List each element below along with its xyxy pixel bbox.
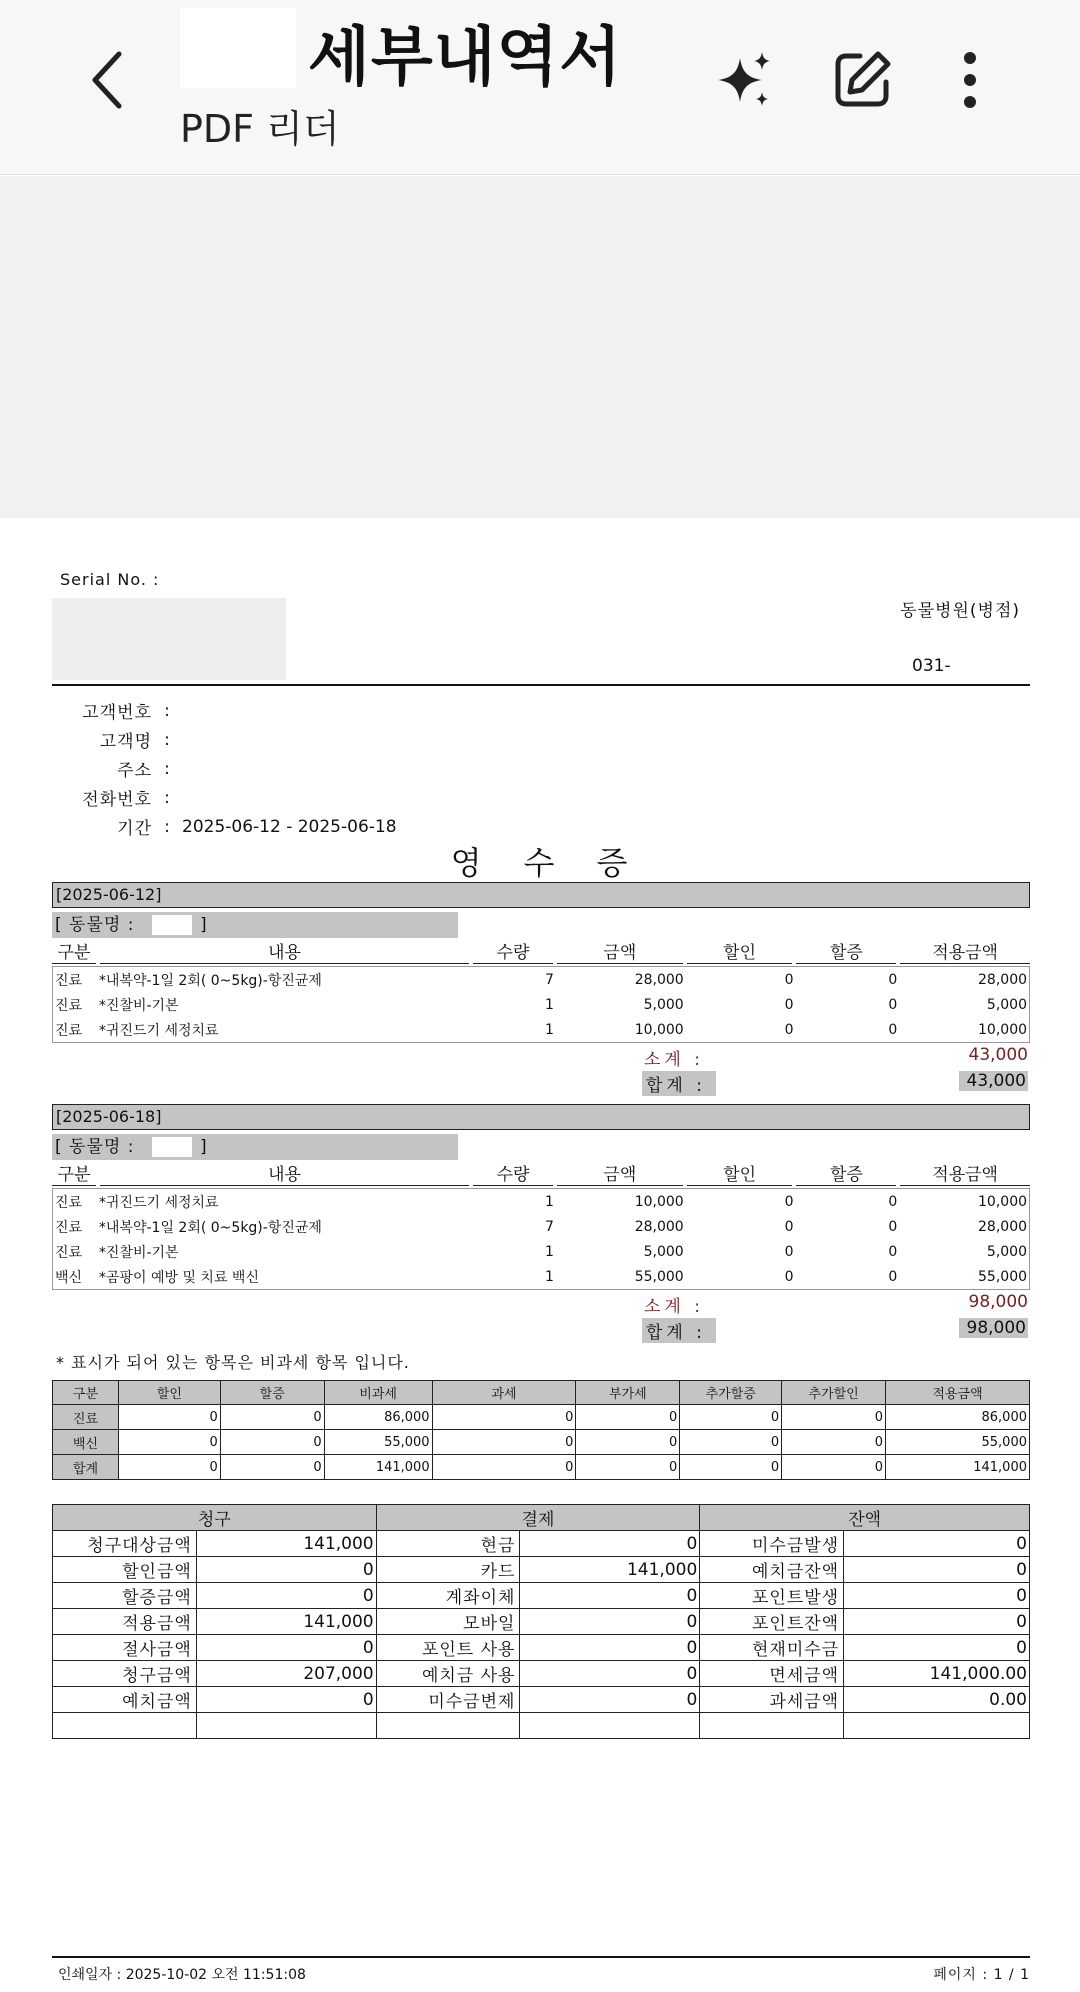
item-applied: 28,000 <box>978 1218 1028 1235</box>
billing-label: 예치금 사용 <box>376 1661 520 1687</box>
summary-cell: 0 <box>576 1455 680 1480</box>
receipt-title: 영수증 <box>450 844 670 882</box>
billing-header-row <box>53 1505 1030 1531</box>
customer-row <box>52 754 552 783</box>
summary-cell: 0 <box>680 1455 782 1480</box>
item-row <box>53 1017 1029 1042</box>
customer-row <box>52 696 552 725</box>
customer-info <box>52 696 552 841</box>
summary-cell: 86,000 <box>886 1405 1030 1430</box>
billing-value <box>844 1713 1030 1739</box>
edit-button[interactable] <box>830 48 894 112</box>
col-header: 할인 <box>687 1160 793 1186</box>
item-surcharge: 0 <box>888 996 898 1013</box>
customer-row <box>52 783 552 812</box>
item-surcharge: 0 <box>888 1243 898 1260</box>
item-description: *귀진드기 세정치료 <box>98 1022 219 1039</box>
summary-cell: 86,000 <box>324 1405 432 1430</box>
summary-cell: 합계 <box>53 1455 119 1480</box>
customer-label: 기간 <box>117 819 152 839</box>
summary-header: 추가할인 <box>782 1381 886 1405</box>
item-row <box>53 1189 1029 1214</box>
billing-value: 0 <box>196 1635 376 1661</box>
summary-cell: 0 <box>118 1405 220 1430</box>
summary-cell: 0 <box>432 1455 576 1480</box>
colon: : <box>164 816 170 837</box>
pet-name-bar <box>52 1134 458 1160</box>
item-discount: 0 <box>784 996 794 1013</box>
item-surcharge: 0 <box>888 1021 898 1038</box>
summary-cell: 0 <box>680 1405 782 1430</box>
visit-section <box>52 882 1030 1095</box>
page-number: 페이지 : 1 / 1 <box>933 1967 1030 1983</box>
item-description: *내복약-1일 2회( 0~5kg)-항진균제 <box>98 1219 322 1236</box>
subtotal-row <box>52 1043 1030 1069</box>
summary-row <box>53 1455 1030 1480</box>
item-applied: 10,000 <box>978 1021 1028 1038</box>
summary-header: 비과세 <box>324 1381 432 1405</box>
pet-label: [ 동물명 : <box>55 1137 135 1157</box>
colon: : <box>164 729 170 750</box>
redacted-area <box>152 1137 192 1157</box>
item-description: *진찰비-기본 <box>98 997 179 1014</box>
item-list <box>52 966 1030 1043</box>
summary-cell: 141,000 <box>324 1455 432 1480</box>
ai-sparkle-icon <box>712 48 776 112</box>
subtotal-label: 소계 : <box>644 1297 704 1317</box>
billing-value: 0 <box>520 1687 700 1713</box>
item-quantity: 1 <box>545 1021 554 1038</box>
billing-row <box>53 1635 1030 1661</box>
col-header: 구분 <box>52 938 96 964</box>
pet-bracket: ] <box>200 1137 208 1157</box>
item-amount: 10,000 <box>634 1193 684 1210</box>
edit-icon <box>830 48 894 112</box>
item-discount: 0 <box>784 1243 794 1260</box>
item-row <box>53 992 1029 1017</box>
billing-value: 207,000 <box>196 1661 376 1687</box>
billing-value: 0 <box>520 1531 700 1557</box>
billing-value: 0 <box>844 1531 1030 1557</box>
billing-label: 적용금액 <box>53 1609 197 1635</box>
item-surcharge: 0 <box>888 971 898 988</box>
item-amount: 28,000 <box>634 1218 684 1235</box>
summary-cell: 0 <box>576 1430 680 1455</box>
billing-table <box>52 1504 1030 1739</box>
hospital-name: 동물병원(병점) <box>900 601 1020 621</box>
visit-section <box>52 1104 1030 1342</box>
billing-value: 141,000 <box>520 1557 700 1583</box>
redacted-area <box>152 915 192 935</box>
visit-date: [2025-06-18] <box>52 1104 1030 1130</box>
col-header: 할인 <box>687 938 793 964</box>
item-surcharge: 0 <box>888 1218 898 1235</box>
col-header: 수량 <box>473 938 553 964</box>
total-value: 98,000 <box>959 1318 1028 1338</box>
item-quantity: 1 <box>545 996 554 1013</box>
subtotal-value: 43,000 <box>968 1045 1028 1065</box>
billing-label: 미수금발생 <box>700 1531 844 1557</box>
billing-row <box>53 1713 1030 1739</box>
billing-value: 0 <box>196 1557 376 1583</box>
pet-label: [ 동물명 : <box>55 915 135 935</box>
billing-value: 141,000 <box>196 1531 376 1557</box>
billing-label <box>376 1713 520 1739</box>
summary-cell: 0 <box>680 1430 782 1455</box>
billing-value: 0 <box>844 1583 1030 1609</box>
serial-label: Serial No. : <box>60 570 160 589</box>
total-row <box>52 1069 1030 1095</box>
item-applied: 28,000 <box>978 971 1028 988</box>
summary-cell: 141,000 <box>886 1455 1030 1480</box>
billing-value: 0 <box>196 1687 376 1713</box>
col-header: 수량 <box>473 1160 553 1186</box>
item-discount: 0 <box>784 1193 794 1210</box>
item-amount: 10,000 <box>634 1021 684 1038</box>
app-bar <box>0 0 1080 175</box>
item-category: 진료 <box>55 997 83 1014</box>
item-applied: 55,000 <box>978 1268 1028 1285</box>
billing-label: 청구금액 <box>53 1661 197 1687</box>
billing-row <box>53 1687 1030 1713</box>
back-button[interactable] <box>72 40 142 120</box>
summary-row <box>53 1405 1030 1430</box>
billing-label: 청구대상금액 <box>53 1531 197 1557</box>
billing-label: 포인트발생 <box>700 1583 844 1609</box>
billing-header: 결제 <box>376 1505 700 1531</box>
item-discount: 0 <box>784 1021 794 1038</box>
pet-name-bar <box>52 912 458 938</box>
summary-cell: 55,000 <box>886 1430 1030 1455</box>
col-header: 금액 <box>557 938 683 964</box>
customer-label: 전화번호 <box>82 790 152 810</box>
item-header <box>52 938 1030 966</box>
period-value: 2025-06-12 - 2025-06-18 <box>182 816 397 837</box>
col-header: 금액 <box>557 1160 683 1186</box>
item-description: *귀진드기 세정치료 <box>98 1194 219 1211</box>
summary-cell: 0 <box>782 1405 886 1430</box>
colon: : <box>164 758 170 779</box>
billing-value <box>520 1713 700 1739</box>
billing-value: 0.00 <box>844 1687 1030 1713</box>
item-amount: 5,000 <box>643 996 684 1013</box>
item-quantity: 1 <box>545 1193 554 1210</box>
summary-cell: 0 <box>220 1430 324 1455</box>
summary-cell: 0 <box>118 1430 220 1455</box>
summary-row <box>53 1430 1030 1455</box>
billing-value: 0 <box>520 1583 700 1609</box>
billing-label: 포인트 사용 <box>376 1635 520 1661</box>
billing-row <box>53 1583 1030 1609</box>
item-description: *내복약-1일 2회( 0~5kg)-항진균제 <box>98 972 322 989</box>
visit-date: [2025-06-12] <box>52 882 1030 908</box>
item-row <box>53 1214 1029 1239</box>
billing-label: 할인금액 <box>53 1557 197 1583</box>
print-date: 인쇄일자 : 2025-10-02 오전 11:51:08 <box>58 1967 306 1983</box>
col-header: 할증 <box>796 938 896 964</box>
summary-header: 적용금액 <box>886 1381 1030 1405</box>
billing-label: 계좌이체 <box>376 1583 520 1609</box>
ai-assist-button[interactable] <box>712 48 776 112</box>
billing-label: 과세금액 <box>700 1687 844 1713</box>
subtotal-label: 소계 : <box>644 1050 704 1070</box>
billing-label: 현금 <box>376 1531 520 1557</box>
billing-row <box>53 1557 1030 1583</box>
col-header: 할증 <box>796 1160 896 1186</box>
document-page <box>0 518 1080 1992</box>
col-header: 내용 <box>100 938 469 964</box>
col-header: 내용 <box>100 1160 469 1186</box>
total-value: 43,000 <box>959 1071 1028 1091</box>
item-description: *진찰비-기본 <box>98 1244 179 1261</box>
hospital-phone: 031- <box>912 656 951 676</box>
item-category: 진료 <box>55 1022 83 1039</box>
billing-value: 0 <box>520 1635 700 1661</box>
colon: : <box>164 787 170 808</box>
summary-cell: 0 <box>220 1405 324 1430</box>
item-list <box>52 1188 1030 1290</box>
summary-cell: 0 <box>782 1455 886 1480</box>
summary-header: 할증 <box>220 1381 324 1405</box>
billing-value: 0 <box>196 1583 376 1609</box>
item-discount: 0 <box>784 971 794 988</box>
item-discount: 0 <box>784 1218 794 1235</box>
item-applied: 10,000 <box>978 1193 1028 1210</box>
divider <box>52 684 1030 686</box>
item-row <box>53 1264 1029 1289</box>
billing-label: 미수금변제 <box>376 1687 520 1713</box>
billing-value <box>196 1713 376 1739</box>
item-discount: 0 <box>784 1268 794 1285</box>
item-category: 진료 <box>55 1194 83 1211</box>
item-applied: 5,000 <box>986 996 1028 1013</box>
customer-row <box>52 725 552 754</box>
billing-label: 모바일 <box>376 1609 520 1635</box>
subtotal-value: 98,000 <box>968 1292 1028 1312</box>
billing-header: 잔액 <box>700 1505 1030 1531</box>
item-category: 진료 <box>55 1244 83 1261</box>
item-applied: 5,000 <box>986 1243 1028 1260</box>
summary-cell: 0 <box>118 1455 220 1480</box>
total-label: 합계 : <box>642 1318 716 1343</box>
customer-label: 고객명 <box>99 732 152 752</box>
summary-header: 할인 <box>118 1381 220 1405</box>
app-subtitle: PDF 리더 <box>180 107 340 151</box>
billing-label: 카드 <box>376 1557 520 1583</box>
redacted-area <box>52 598 286 680</box>
billing-label: 면세금액 <box>700 1661 844 1687</box>
billing-label: 예치금잔액 <box>700 1557 844 1583</box>
billing-value: 0 <box>844 1557 1030 1583</box>
billing-label: 포인트잔액 <box>700 1609 844 1635</box>
summary-header: 부가세 <box>576 1381 680 1405</box>
summary-header: 과세 <box>432 1381 576 1405</box>
summary-cell: 55,000 <box>324 1430 432 1455</box>
customer-row <box>52 812 552 841</box>
customer-label: 고객번호 <box>82 703 152 723</box>
more-vert-icon <box>940 48 1000 112</box>
pet-bracket: ] <box>200 915 208 935</box>
item-amount: 55,000 <box>634 1268 684 1285</box>
summary-cell: 0 <box>220 1455 324 1480</box>
category-summary-table <box>52 1380 1030 1480</box>
item-quantity: 7 <box>545 1218 554 1235</box>
summary-cell: 0 <box>432 1430 576 1455</box>
summary-cell: 0 <box>576 1405 680 1430</box>
col-header: 적용금액 <box>900 938 1030 964</box>
summary-cell: 백신 <box>53 1430 119 1455</box>
billing-value: 0 <box>520 1661 700 1687</box>
item-category: 진료 <box>55 1219 83 1236</box>
item-category: 백신 <box>55 1269 83 1286</box>
item-row <box>53 967 1029 992</box>
billing-value: 141,000 <box>196 1609 376 1635</box>
summary-cell: 진료 <box>53 1405 119 1430</box>
billing-label: 예치금액 <box>53 1687 197 1713</box>
page-gap <box>0 176 1080 518</box>
billing-label <box>53 1713 197 1739</box>
summary-header: 추가할증 <box>680 1381 782 1405</box>
billing-value: 0 <box>844 1609 1030 1635</box>
col-header: 적용금액 <box>900 1160 1030 1186</box>
billing-value: 141,000.00 <box>844 1661 1030 1687</box>
item-category: 진료 <box>55 972 83 989</box>
item-amount: 5,000 <box>643 1243 684 1260</box>
billing-label: 현재미수금 <box>700 1635 844 1661</box>
billing-label <box>700 1713 844 1739</box>
item-quantity: 1 <box>545 1268 554 1285</box>
item-description: *곰팡이 예방 및 치료 백신 <box>98 1269 259 1286</box>
total-label: 합계 : <box>642 1071 716 1096</box>
item-amount: 28,000 <box>634 971 684 988</box>
item-quantity: 7 <box>545 971 554 988</box>
billing-label: 절사금액 <box>53 1635 197 1661</box>
summary-header-row <box>53 1381 1030 1405</box>
more-options-button[interactable] <box>940 48 1000 112</box>
billing-row <box>53 1661 1030 1687</box>
subtotal-row <box>52 1290 1030 1316</box>
colon: : <box>164 700 170 721</box>
billing-value: 0 <box>844 1635 1030 1661</box>
item-header <box>52 1160 1030 1188</box>
summary-header: 구분 <box>53 1381 119 1405</box>
billing-row <box>53 1609 1030 1635</box>
col-header: 구분 <box>52 1160 96 1186</box>
customer-label: 주소 <box>117 761 152 781</box>
back-arrow-icon <box>87 48 127 112</box>
summary-cell: 0 <box>782 1430 886 1455</box>
billing-row <box>53 1531 1030 1557</box>
redacted-area <box>180 8 296 88</box>
item-surcharge: 0 <box>888 1193 898 1210</box>
divider <box>52 1956 1030 1958</box>
tax-note: * 표시가 되어 있는 항목은 비과세 항목 입니다. <box>56 1353 410 1372</box>
item-quantity: 1 <box>545 1243 554 1260</box>
summary-cell: 0 <box>432 1405 576 1430</box>
item-row <box>53 1239 1029 1264</box>
billing-label: 할증금액 <box>53 1583 197 1609</box>
billing-header: 청구 <box>53 1505 377 1531</box>
billing-value: 0 <box>520 1609 700 1635</box>
document-title: 세부내역서 <box>308 21 623 95</box>
total-row <box>52 1316 1030 1342</box>
item-surcharge: 0 <box>888 1268 898 1285</box>
